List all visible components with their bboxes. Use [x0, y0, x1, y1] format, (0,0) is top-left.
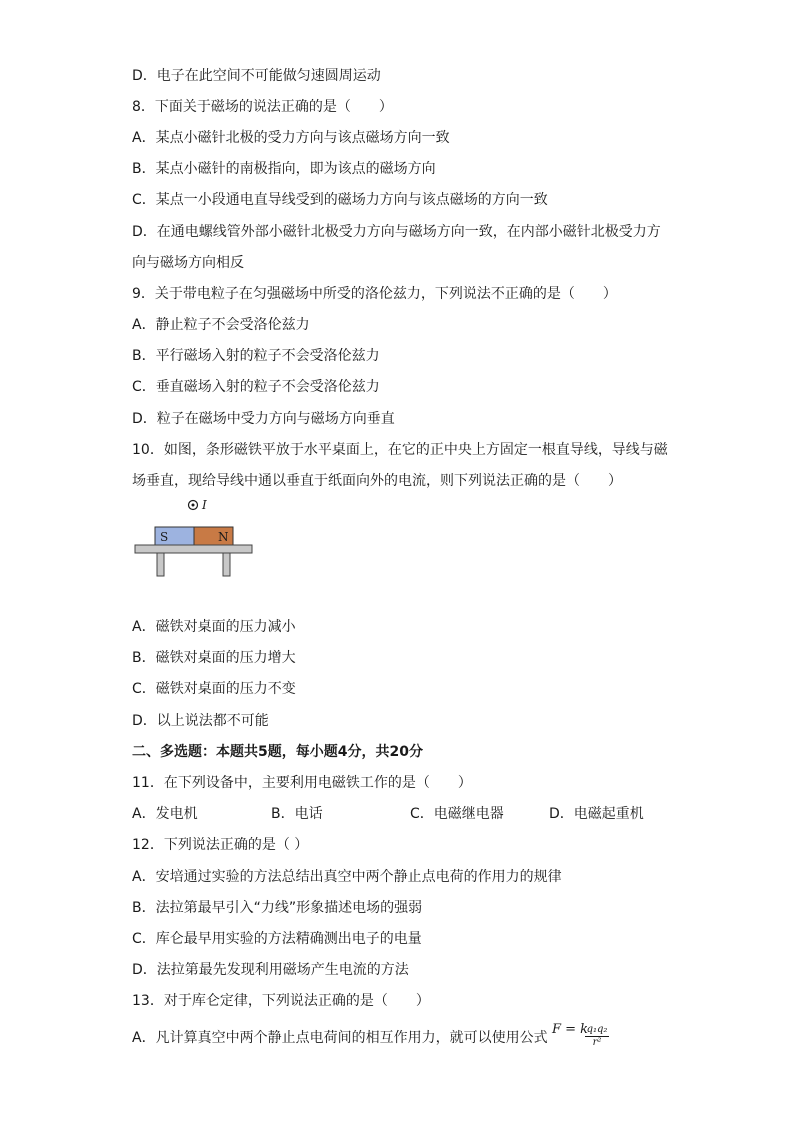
text-line: 12．下列说法正确的是（ ）	[132, 837, 309, 853]
text-line: B．某点小磁针的南极指向，即为该点的磁场方向	[132, 161, 436, 177]
text-line: D．在通电螺线管外部小磁针北极受力方向与磁场方向一致，在内部小磁针北极受力方	[132, 224, 661, 240]
q11-option: A．发电机	[132, 806, 198, 822]
q11-option: C．电磁继电器	[410, 806, 504, 822]
text-line: B．法拉第最早引入“力线”形象描述电场的强弱	[132, 900, 423, 916]
text-line: C．磁铁对桌面的压力不变	[132, 681, 296, 697]
table-top	[135, 545, 252, 553]
text-line: 8．下面关于磁场的说法正确的是（ ）	[132, 99, 393, 115]
current-label: I	[202, 498, 207, 512]
text-line: 10．如图，条形磁铁平放于水平桌面上，在它的正中央上方固定一根直导线，导线与磁	[132, 442, 668, 458]
coulomb-formula-lhs: F = k	[552, 1022, 589, 1037]
text-line: D．电子在此空间不可能做匀速圆周运动	[132, 68, 381, 84]
text-line: D．粒子在磁场中受力方向与磁场方向垂直	[132, 411, 395, 427]
text-line: 向与磁场方向相反	[132, 255, 244, 271]
table-leg-left	[157, 553, 164, 576]
q11-option: B．电话	[271, 806, 323, 822]
text-line: C．某点一小段通电直导线受到的磁场力方向与该点磁场的方向一致	[132, 192, 548, 208]
text-line: A．磁铁对桌面的压力减小	[132, 619, 296, 635]
table-leg-right	[223, 553, 230, 576]
text-line: D．法拉第最先发现利用磁场产生电流的方法	[132, 962, 409, 978]
text-line: 二、多选题：本题共5题，每小题4分，共20分	[132, 744, 423, 760]
south-pole-label: S	[160, 530, 169, 544]
q11-option: D．电磁起重机	[549, 806, 644, 822]
coulomb-formula-fraction	[585, 1024, 609, 1049]
text-line: D．以上说法都不可能	[132, 713, 269, 729]
north-pole-label: N	[218, 530, 229, 544]
formula-denominator: r²	[592, 1037, 602, 1048]
text-line: B．磁铁对桌面的压力增大	[132, 650, 296, 666]
text-line: A．凡计算真空中两个静止点电荷间的相互作用力，就可以使用公式	[132, 1030, 548, 1046]
magnet-on-table-figure	[130, 494, 260, 584]
text-line: 11．在下列设备中，主要利用电磁铁工作的是（ ）	[132, 775, 472, 791]
text-line: 9．关于带电粒子在匀强磁场中所受的洛伦兹力，下列说法不正确的是（ ）	[132, 286, 617, 302]
text-line: 13．对于库仑定律，下列说法正确的是（ ）	[132, 993, 430, 1009]
text-line: B．平行磁场入射的粒子不会受洛伦兹力	[132, 348, 380, 364]
text-line: 场垂直，现给导线中通以垂直于纸面向外的电流，则下列说法正确的是（ ）	[132, 473, 622, 489]
formula-numerator: q₁q₂	[586, 1024, 608, 1035]
text-line: A．某点小磁针北极的受力方向与该点磁场方向一致	[132, 130, 450, 146]
text-line: A．静止粒子不会受洛伦兹力	[132, 317, 310, 333]
text-line: A．安培通过实验的方法总结出真空中两个静止点电荷的作用力的规律	[132, 869, 562, 885]
current-dot-icon	[192, 504, 195, 507]
text-line: C．库仑最早用实验的方法精确测出电子的电量	[132, 931, 422, 947]
text-line: C．垂直磁场入射的粒子不会受洛伦兹力	[132, 379, 380, 395]
